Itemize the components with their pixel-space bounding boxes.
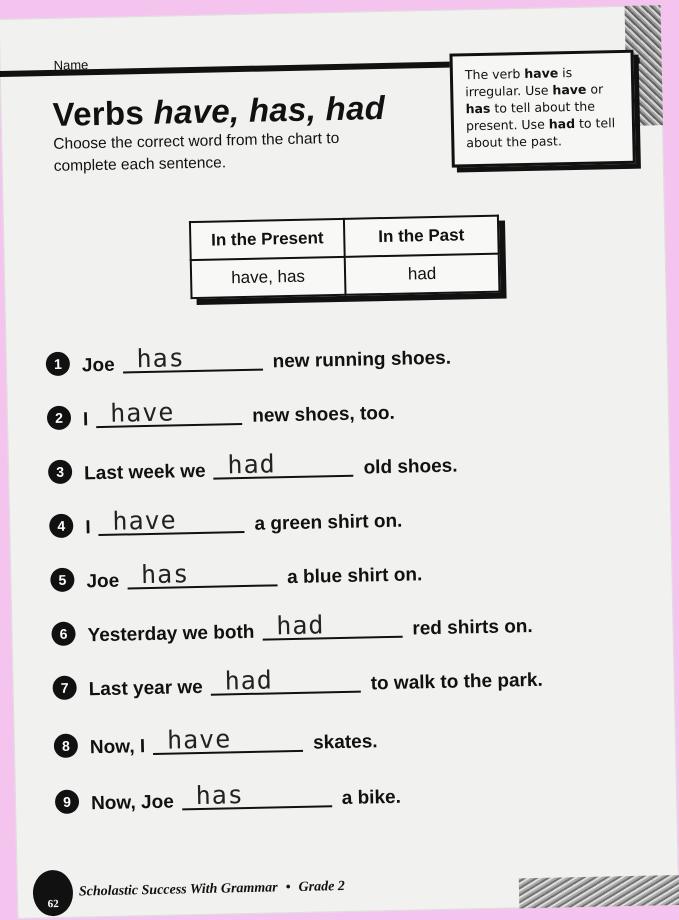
answer-blank[interactable] xyxy=(181,779,332,810)
info-box xyxy=(449,50,635,168)
answer-blank[interactable] xyxy=(122,343,263,374)
chart-value-present: have, has xyxy=(191,257,346,298)
title-prefix: Verbs xyxy=(52,93,154,133)
verb-chart xyxy=(189,215,501,299)
sentence-after: to walk to the park. xyxy=(370,669,544,695)
footer xyxy=(32,864,345,917)
sentence-row xyxy=(55,775,401,816)
chart-value-past: had xyxy=(345,254,500,295)
sentence-row xyxy=(51,604,533,648)
question-number: 5 xyxy=(50,568,74,592)
sentence-row xyxy=(45,336,451,378)
page-number-badge: 62 xyxy=(32,870,73,917)
name-label: Name xyxy=(53,57,89,73)
sentence-row xyxy=(48,444,458,487)
sentence-before: I xyxy=(82,409,89,431)
answer-blank[interactable] xyxy=(210,665,361,696)
answer-blank[interactable] xyxy=(213,449,354,480)
scan-edge-texture-bottom xyxy=(519,875,679,908)
handwritten-answer: had xyxy=(224,665,274,696)
sentence-row xyxy=(53,719,377,760)
sentence-before: Joe xyxy=(86,570,120,593)
sentence-after: a blue shirt on. xyxy=(286,564,423,589)
sentence-row xyxy=(49,499,403,540)
sentence-before: Last year we xyxy=(88,676,203,701)
sentence-after: a bike. xyxy=(341,786,402,810)
sentence-before: Now, Joe xyxy=(90,791,175,815)
sentence-after: red shirts on. xyxy=(412,615,533,640)
sentence-after: old shoes. xyxy=(363,455,458,479)
handwritten-answer: have xyxy=(166,724,232,755)
sentence-before: Yesterday we both xyxy=(87,621,255,647)
answer-blank[interactable] xyxy=(96,397,243,428)
handwritten-answer: had xyxy=(275,610,325,641)
sentence-before: Joe xyxy=(81,354,115,377)
title-verbs: have, has, had xyxy=(153,88,386,131)
worksheet-page xyxy=(0,5,679,919)
question-number: 2 xyxy=(47,406,71,430)
sentence-before: Last week we xyxy=(83,460,206,485)
sentence-after: new shoes, too. xyxy=(252,402,396,427)
question-number: 3 xyxy=(48,460,72,484)
sentence-row xyxy=(50,552,423,594)
question-number: 1 xyxy=(46,352,70,376)
info-text: The verb have is irregular. Use have or has to tell about the present. Use had to tell about the past. xyxy=(464,65,616,151)
sentence-after: skates. xyxy=(312,731,378,754)
question-number: 9 xyxy=(55,790,79,814)
sentence-row xyxy=(47,391,395,432)
chart-header-present: In the Present xyxy=(190,219,345,260)
answer-blank[interactable] xyxy=(127,558,278,589)
handwritten-answer: has xyxy=(140,559,190,590)
answer-blank[interactable] xyxy=(262,610,403,641)
question-number: 4 xyxy=(49,514,73,538)
sentence-before: Now, I xyxy=(89,736,146,759)
sentence-row xyxy=(52,658,543,702)
answer-blank[interactable] xyxy=(153,724,304,755)
book-title: Scholastic Success With Grammar xyxy=(78,880,278,900)
handwritten-answer: have xyxy=(112,505,177,536)
chart-header-past: In the Past xyxy=(344,216,499,257)
question-number: 8 xyxy=(54,734,78,758)
handwritten-answer: have xyxy=(109,397,175,428)
footer-bullet: • xyxy=(285,880,291,896)
answer-blank[interactable] xyxy=(98,505,245,536)
sentence-after: new running shoes. xyxy=(272,347,452,373)
question-number: 6 xyxy=(51,622,75,646)
handwritten-answer: has xyxy=(136,343,185,374)
sentence-before: I xyxy=(85,517,91,539)
handwritten-answer: had xyxy=(227,449,276,480)
instructions: Choose the correct word from the chart to complete each sentence. xyxy=(53,129,340,175)
question-number: 7 xyxy=(52,676,76,700)
handwritten-answer: has xyxy=(195,780,245,811)
sentence-after: a green shirt on. xyxy=(254,510,403,535)
grade-label: Grade 2 xyxy=(298,878,346,895)
